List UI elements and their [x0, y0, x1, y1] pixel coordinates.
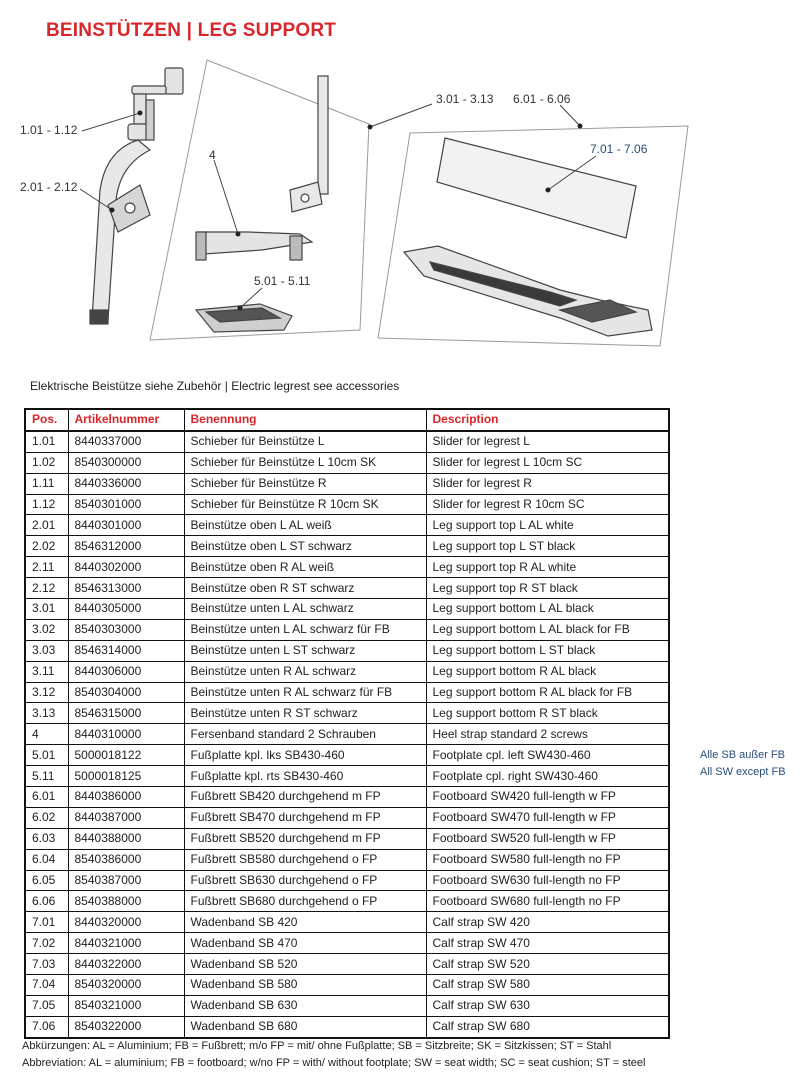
cell-pos: 6.01	[25, 787, 68, 808]
table-row	[25, 557, 669, 578]
cell-pos: 4	[25, 724, 68, 745]
cell-description-en: Calf strap SW 630	[426, 995, 669, 1016]
table-row	[25, 661, 669, 682]
cell-article-number: 8540320000	[68, 975, 184, 996]
cell-name-de: Beinstütze unten L AL schwarz	[184, 599, 426, 620]
callout-6-01: 6.01 - 6.06	[513, 92, 571, 106]
abbreviations-en: Abbreviation: AL = aluminium; FB = footboard; w/no FP = with/ without footplate; SW = seat width; SC = seat cushion; ST = steel	[22, 1057, 646, 1069]
cell-article-number: 8440306000	[68, 661, 184, 682]
callout-5-01: 5.01 - 5.11	[254, 274, 311, 288]
table-row	[25, 995, 669, 1016]
cell-pos: 7.01	[25, 912, 68, 933]
cell-pos: 7.03	[25, 954, 68, 975]
cell-article-number: 8440337000	[68, 431, 184, 452]
cell-description-en: Footboard SW470 full-length w FP	[426, 807, 669, 828]
cell-description-en: Calf strap SW 520	[426, 954, 669, 975]
cell-pos: 3.13	[25, 703, 68, 724]
cell-description-en: Leg support bottom R ST black	[426, 703, 669, 724]
cell-description-en: Calf strap SW 420	[426, 912, 669, 933]
abbreviations-de: Abkürzungen: AL = Aluminium; FB = Fußbrett; m/o FP = mit/ ohne Fußplatte; SB = Sitzbreite; SK = Sitzkissen; ST = Stahl	[22, 1040, 612, 1052]
cell-article-number: 5000018122	[68, 745, 184, 766]
cell-name-de: Schieber für Beinstütze L 10cm SK	[184, 452, 426, 473]
cell-article-number: 8546313000	[68, 578, 184, 599]
table-header-row	[25, 409, 669, 431]
cell-article-number: 8540387000	[68, 870, 184, 891]
table-row	[25, 975, 669, 996]
cell-pos: 3.02	[25, 619, 68, 640]
cell-pos: 1.12	[25, 494, 68, 515]
cell-pos: 3.03	[25, 640, 68, 661]
cell-description-en: Footplate cpl. left SW430-460	[426, 745, 669, 766]
cell-name-de: Fußbrett SB580 durchgehend o FP	[184, 849, 426, 870]
table-row	[25, 682, 669, 703]
table-row	[25, 870, 669, 891]
cell-article-number: 8440302000	[68, 557, 184, 578]
cell-name-de: Beinstütze oben R AL weiß	[184, 557, 426, 578]
cell-description-en: Leg support bottom L AL black for FB	[426, 619, 669, 640]
table-row	[25, 954, 669, 975]
header-name-de: Benennung	[184, 409, 426, 431]
cell-article-number: 8440301000	[68, 515, 184, 536]
table-row	[25, 724, 669, 745]
cell-name-de: Beinstütze oben R ST schwarz	[184, 578, 426, 599]
cell-article-number: 8540301000	[68, 494, 184, 515]
cell-pos: 3.11	[25, 661, 68, 682]
cell-article-number: 8540304000	[68, 682, 184, 703]
footboard-part	[404, 246, 652, 336]
cell-article-number: 8540321000	[68, 995, 184, 1016]
cell-pos: 1.11	[25, 473, 68, 494]
callout-2-01: 2.01 - 2.12	[20, 180, 78, 194]
parts-table	[24, 408, 670, 1039]
cell-name-de: Beinstütze unten R AL schwarz	[184, 661, 426, 682]
cell-article-number: 8546312000	[68, 536, 184, 557]
table-row	[25, 933, 669, 954]
cell-pos: 5.11	[25, 766, 68, 787]
cell-pos: 6.02	[25, 807, 68, 828]
cell-name-de: Beinstütze oben L AL weiß	[184, 515, 426, 536]
cell-description-en: Leg support bottom L AL black	[426, 599, 669, 620]
cell-name-de: Wadenband SB 630	[184, 995, 426, 1016]
cell-article-number: 8540300000	[68, 452, 184, 473]
cell-description-en: Footboard SW580 full-length no FP	[426, 849, 669, 870]
cell-description-en: Footplate cpl. right SW430-460	[426, 766, 669, 787]
table-row	[25, 766, 669, 787]
table-row	[25, 619, 669, 640]
cell-pos: 7.05	[25, 995, 68, 1016]
cell-pos: 6.05	[25, 870, 68, 891]
table-row	[25, 849, 669, 870]
cell-article-number: 5000018125	[68, 766, 184, 787]
cell-article-number: 8440336000	[68, 473, 184, 494]
parts-table-body	[25, 431, 669, 1038]
cell-description-en: Leg support top L ST black	[426, 536, 669, 557]
cell-name-de: Beinstütze oben L ST schwarz	[184, 536, 426, 557]
table-row	[25, 787, 669, 808]
cell-pos: 2.01	[25, 515, 68, 536]
cell-article-number: 8440386000	[68, 787, 184, 808]
cell-name-de: Fußbrett SB680 durchgehend o FP	[184, 891, 426, 912]
heel-strap-part	[196, 232, 312, 260]
cell-article-number: 8540303000	[68, 619, 184, 640]
cell-description-en: Leg support top L AL white	[426, 515, 669, 536]
cell-article-number: 8440321000	[68, 933, 184, 954]
cell-description-en: Leg support top R ST black	[426, 578, 669, 599]
cell-name-de: Fußbrett SB470 durchgehend m FP	[184, 807, 426, 828]
cell-article-number: 8540322000	[68, 1016, 184, 1037]
cell-description-en: Calf strap SW 680	[426, 1016, 669, 1037]
cell-pos: 2.12	[25, 578, 68, 599]
cell-article-number: 8440322000	[68, 954, 184, 975]
page-title: BEINSTÜTZEN | LEG SUPPORT	[46, 20, 337, 41]
cell-name-de: Fußbrett SB420 durchgehend m FP	[184, 787, 426, 808]
cell-description-en: Slider for legrest R	[426, 473, 669, 494]
cell-name-de: Wadenband SB 580	[184, 975, 426, 996]
cell-name-de: Beinstütze unten L ST schwarz	[184, 640, 426, 661]
table-row	[25, 640, 669, 661]
cell-name-de: Fersenband standard 2 Schrauben	[184, 724, 426, 745]
cell-description-en: Leg support bottom L ST black	[426, 640, 669, 661]
cell-name-de: Schieber für Beinstütze L	[184, 431, 426, 452]
cell-pos: 7.06	[25, 1016, 68, 1037]
cell-name-de: Wadenband SB 680	[184, 1016, 426, 1037]
footplate-part	[196, 304, 292, 332]
table-row	[25, 828, 669, 849]
table-row	[25, 578, 669, 599]
table-row	[25, 536, 669, 557]
header-pos: Pos.	[25, 409, 68, 431]
cell-description-en: Footboard SW420 full-length w FP	[426, 787, 669, 808]
cell-article-number: 8546314000	[68, 640, 184, 661]
cell-description-en: Calf strap SW 470	[426, 933, 669, 954]
cell-description-en: Footboard SW680 full-length no FP	[426, 891, 669, 912]
cell-pos: 2.11	[25, 557, 68, 578]
cell-pos: 3.01	[25, 599, 68, 620]
cell-description-en: Footboard SW630 full-length no FP	[426, 870, 669, 891]
cell-pos: 6.03	[25, 828, 68, 849]
cell-name-de: Wadenband SB 470	[184, 933, 426, 954]
parts-drawing	[0, 50, 811, 360]
table-row	[25, 431, 669, 452]
cell-article-number: 8440387000	[68, 807, 184, 828]
cell-pos: 1.02	[25, 452, 68, 473]
leg-support-bottom-part	[290, 76, 328, 212]
cell-name-de: Beinstütze unten R ST schwarz	[184, 703, 426, 724]
side-note-en: All SW except FB	[700, 766, 786, 778]
cell-name-de: Wadenband SB 420	[184, 912, 426, 933]
cell-description-en: Footboard SW520 full-length w FP	[426, 828, 669, 849]
table-row	[25, 807, 669, 828]
cell-article-number: 8540386000	[68, 849, 184, 870]
callout-7-01: 7.01 - 7.06	[590, 142, 648, 156]
cell-name-de: Fußplatte kpl. rts SB430-460	[184, 766, 426, 787]
table-row	[25, 515, 669, 536]
cell-name-de: Schieber für Beinstütze R 10cm SK	[184, 494, 426, 515]
table-row	[25, 473, 669, 494]
leg-support-top-part	[90, 140, 150, 324]
cell-article-number: 8440310000	[68, 724, 184, 745]
cell-description-en: Leg support bottom R AL black	[426, 661, 669, 682]
cell-name-de: Beinstütze unten L AL schwarz für FB	[184, 619, 426, 640]
cell-article-number: 8440388000	[68, 828, 184, 849]
table-row	[25, 703, 669, 724]
callout-4: 4	[209, 148, 216, 162]
table-row	[25, 494, 669, 515]
cell-article-number: 8546315000	[68, 703, 184, 724]
cell-pos: 1.01	[25, 431, 68, 452]
accessory-note: Elektrische Beistütze siehe Zubehör | Electric legrest see accessories	[30, 379, 400, 393]
cell-description-en: Leg support top R AL white	[426, 557, 669, 578]
panel-frame-left	[150, 60, 369, 340]
table-row	[25, 452, 669, 473]
cell-description-en: Slider for legrest R 10cm SC	[426, 494, 669, 515]
table-row	[25, 912, 669, 933]
slider-part	[128, 68, 183, 140]
table-row	[25, 1016, 669, 1037]
cell-pos: 7.02	[25, 933, 68, 954]
header-description-en: Description	[426, 409, 669, 431]
cell-name-de: Beinstütze unten R AL schwarz für FB	[184, 682, 426, 703]
cell-pos: 6.04	[25, 849, 68, 870]
table-row	[25, 599, 669, 620]
cell-pos: 7.04	[25, 975, 68, 996]
callout-1-01: 1.01 - 1.12	[20, 123, 78, 137]
table-row	[25, 745, 669, 766]
cell-pos: 5.01	[25, 745, 68, 766]
cell-description-en: Leg support bottom R AL black for FB	[426, 682, 669, 703]
cell-description-en: Slider for legrest L 10cm SC	[426, 452, 669, 473]
side-note-de: Alle SB außer FB	[700, 749, 785, 761]
cell-pos: 6.06	[25, 891, 68, 912]
cell-pos: 3.12	[25, 682, 68, 703]
cell-name-de: Fußbrett SB520 durchgehend m FP	[184, 828, 426, 849]
cell-description-en: Calf strap SW 580	[426, 975, 669, 996]
cell-name-de: Fußplatte kpl. lks SB430-460	[184, 745, 426, 766]
header-article-number: Artikelnummer	[68, 409, 184, 431]
cell-description-en: Slider for legrest L	[426, 431, 669, 452]
table-row	[25, 891, 669, 912]
cell-name-de: Fußbrett SB630 durchgehend o FP	[184, 870, 426, 891]
cell-pos: 2.02	[25, 536, 68, 557]
cell-description-en: Heel strap standard 2 screws	[426, 724, 669, 745]
cell-article-number: 8540388000	[68, 891, 184, 912]
cell-name-de: Schieber für Beinstütze R	[184, 473, 426, 494]
cell-article-number: 8440305000	[68, 599, 184, 620]
cell-article-number: 8440320000	[68, 912, 184, 933]
callout-3-01: 3.01 - 3.13	[436, 92, 494, 106]
cell-name-de: Wadenband SB 520	[184, 954, 426, 975]
